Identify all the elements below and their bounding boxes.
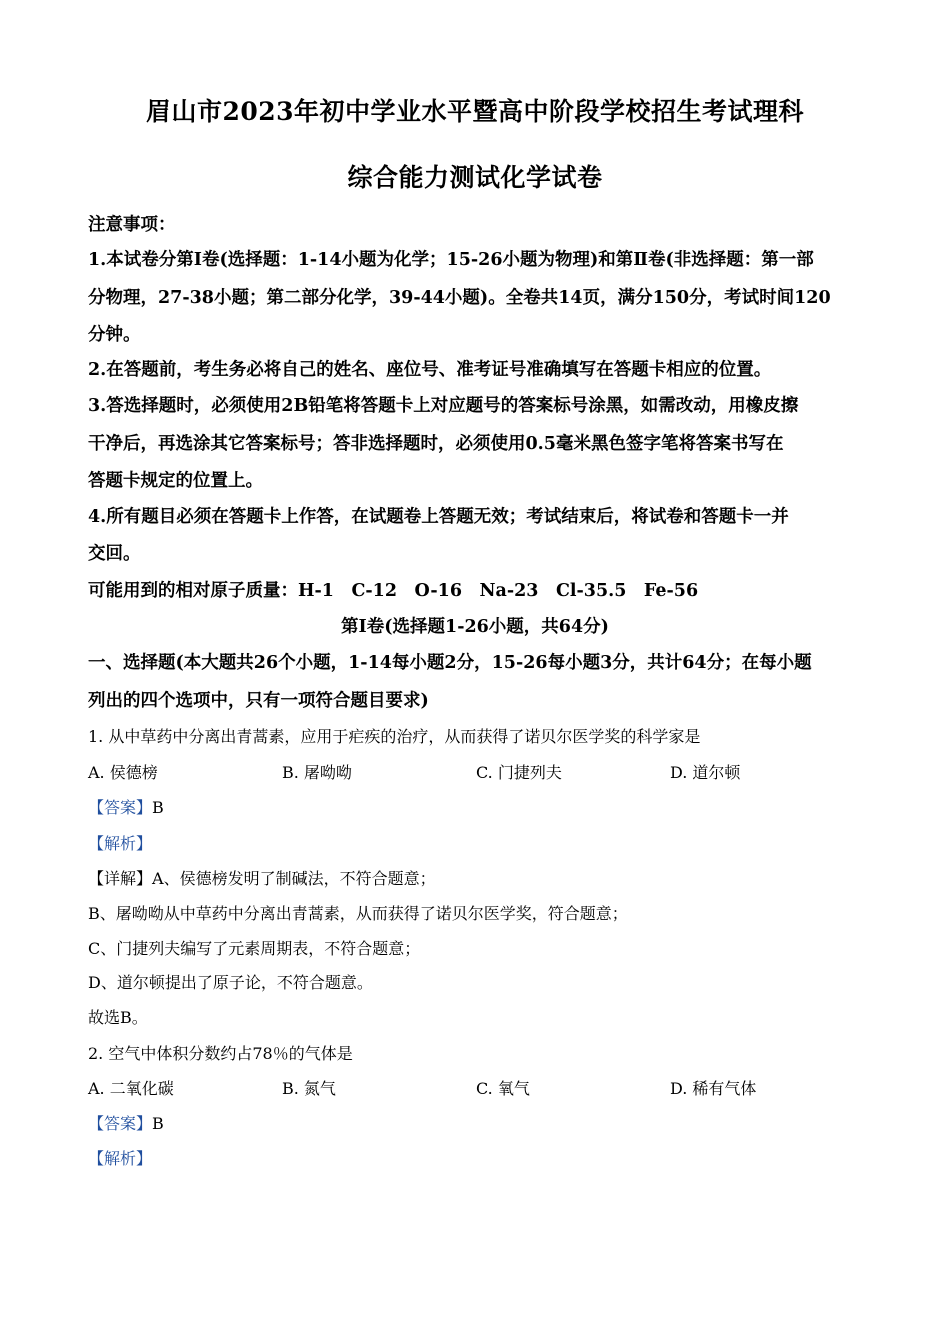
notes-heading: 注意事项： bbox=[88, 215, 176, 235]
answer-tag: 【答案】 bbox=[88, 798, 153, 817]
q1-option-d: D. 道尔顿 bbox=[670, 763, 741, 782]
section-instructions: 一、选择题(本大题共26个小题，1-14每小题2分，15-26每小题3分，共计64分；在每小题 bbox=[88, 653, 812, 673]
note-line: 答题卡规定的位置上。 bbox=[88, 471, 263, 491]
q1-detail-line bbox=[88, 866, 436, 889]
answer-tag: 【答案】 bbox=[88, 1114, 153, 1133]
note-line: 2.在答题前，考生务必将自己的姓名、座位号、准考证号准确填写在答题卡相应的位置。 bbox=[88, 360, 772, 380]
q2-answer bbox=[88, 1111, 164, 1134]
note-line: 4.所有题目必须在答题卡上作答，在试题卷上答题无效；考试结束后，将试卷和答题卡一并 bbox=[88, 507, 789, 527]
atomic-mass-line: 可能用到的相对原子质量：H-1 C-12 O-16 Na-23 Cl-35.5 Fe-56 bbox=[88, 581, 699, 601]
document-title-line2: 综合能力测试化学试卷 bbox=[347, 163, 603, 192]
section-instructions: 列出的四个选项中，只有一项符合题目要求) bbox=[88, 691, 429, 711]
q1-option-c: C. 门捷列夫 bbox=[476, 763, 562, 782]
q1-detail-line: C、门捷列夫编写了元素周期表，不符合题意； bbox=[88, 939, 421, 958]
note-line: 1.本试卷分第Ⅰ卷(选择题：1-14小题为化学；15-26小题为物理)和第Ⅱ卷(非选择题：第一部 bbox=[88, 250, 814, 270]
q1-option-b: B. 屠呦呦 bbox=[282, 763, 352, 782]
section-title: 第Ⅰ卷(选择题1-26小题，共64分) bbox=[341, 617, 609, 637]
q2-option-a: A. 二氧化碳 bbox=[88, 1079, 174, 1098]
question-1-stem: 1. 从中草药中分离出青蒿素，应用于疟疾的治疗，从而获得了诺贝尔医学奖的科学家是 bbox=[88, 727, 701, 746]
answer-value: B bbox=[152, 798, 164, 817]
q2-analysis-tag: 【解析】 bbox=[88, 1149, 153, 1168]
q2-option-b: B. 氮气 bbox=[282, 1079, 336, 1098]
q1-detail-line: B、屠呦呦从中草药中分离出青蒿素，从而获得了诺贝尔医学奖，符合题意； bbox=[88, 904, 628, 923]
q1-detail-line: D、道尔顿提出了原子论，不符合题意。 bbox=[88, 973, 373, 992]
q1-answer bbox=[88, 795, 164, 818]
note-line: 干净后，再选涂其它答案标号；答非选择题时，必须使用0.5毫米黑色签字笔将答案书写在 bbox=[88, 434, 784, 454]
note-line: 交回。 bbox=[88, 544, 141, 564]
question-2-stem: 2. 空气中体积分数约占78％的气体是 bbox=[88, 1044, 353, 1063]
answer-value: B bbox=[152, 1114, 164, 1133]
q2-option-c: C. 氧气 bbox=[476, 1079, 530, 1098]
q1-conclusion: 故选B。 bbox=[88, 1008, 148, 1027]
q1-option-a: A. 侯德榜 bbox=[88, 763, 158, 782]
document-title-line1: 眉山市2023年初中学业水平暨高中阶段学校招生考试理科 bbox=[145, 97, 805, 126]
note-line: 分物理，27-38小题；第二部分化学，39-44小题)。全卷共14页，满分150分，考试时间120 bbox=[88, 288, 831, 308]
detail-tag: 【详解】 bbox=[88, 869, 153, 888]
note-line: 分钟。 bbox=[88, 325, 141, 345]
detail-text: A、侯德榜发明了制碱法，不符合题意； bbox=[152, 869, 436, 888]
q1-analysis-tag: 【解析】 bbox=[88, 834, 153, 853]
q2-option-d: D. 稀有气体 bbox=[670, 1079, 757, 1098]
note-line: 3.答选择题时，必须使用2B铅笔将答题卡上对应题号的答案标号涂黑，如需改动，用橡皮擦 bbox=[88, 396, 799, 416]
